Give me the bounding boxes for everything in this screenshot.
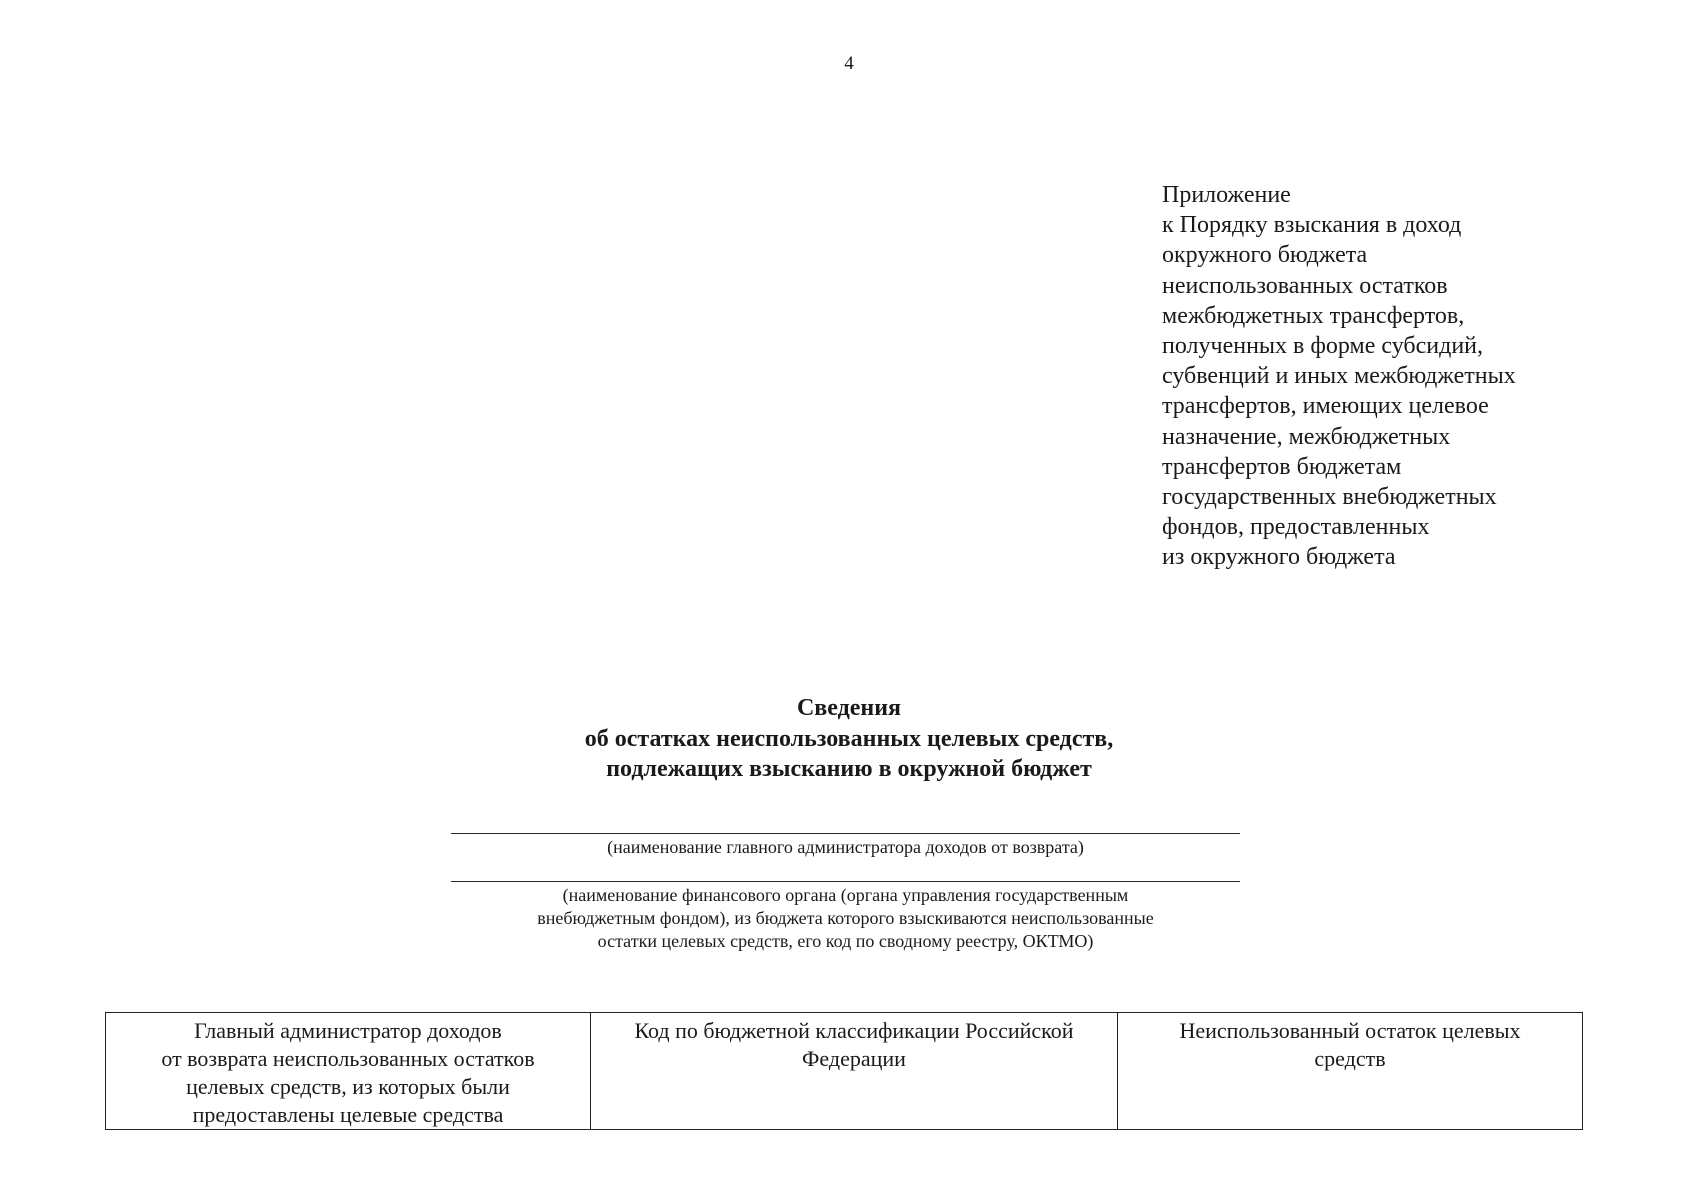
- administrator-field-line: [451, 833, 1240, 834]
- document-title: [0, 693, 1698, 785]
- appendix-line: межбюджетных трансфертов,: [1162, 302, 1465, 329]
- appendix-line: к Порядку взыскания в доход: [1162, 212, 1462, 239]
- appendix-line: фондов, предоставленных: [1162, 514, 1430, 541]
- appendix-line: субвенций и иных межбюджетных: [1162, 363, 1516, 390]
- remains-table: [105, 1012, 1583, 1130]
- finance-body-field-caption: [451, 884, 1240, 953]
- appendix-line: из окружного бюджета: [1162, 544, 1396, 571]
- caption-line: (наименование главного администратора доходов от возврата): [607, 837, 1084, 857]
- document-title-line: подлежащих взысканию в окружной бюджет: [606, 756, 1092, 782]
- caption-line: внебюджетным фондом), из бюджета которого взыскиваются неиспользованные: [537, 908, 1154, 928]
- appendix-line: окружного бюджета: [1162, 242, 1368, 269]
- administrator-field-caption: [451, 836, 1240, 859]
- appendix-line: трансфертов бюджетам: [1162, 453, 1402, 480]
- appendix-title: Приложение: [1162, 182, 1291, 208]
- caption-line: остатки целевых средств, его код по сводному реестру, ОКТМО): [597, 931, 1094, 951]
- document-title-line: об остатках неиспользованных целевых средств,: [584, 725, 1114, 752]
- header-administrator: [106, 1013, 591, 1130]
- appendix-line: трансфертов, имеющих целевое: [1162, 393, 1489, 420]
- header-line: Федерации: [802, 1046, 906, 1071]
- caption-line: (наименование финансового органа (органа управления государственным: [562, 885, 1129, 905]
- appendix-line: государственных внебюджетных: [1162, 484, 1497, 511]
- appendix-line: назначение, межбюджетных: [1162, 423, 1451, 450]
- appendix-line: неиспользованных остатков: [1162, 272, 1448, 299]
- table-header-row: [106, 1013, 1583, 1130]
- header-unused-remainder: [1118, 1013, 1583, 1130]
- appendix-block: [1162, 180, 1602, 573]
- document-title-line: Сведения: [796, 695, 902, 721]
- header-line: Главный администратор доходов: [194, 1018, 502, 1043]
- header-line: предоставлены целевые средства: [192, 1102, 504, 1127]
- finance-body-field-line: [451, 881, 1240, 882]
- appendix-line: полученных в форме субсидий,: [1162, 333, 1484, 360]
- header-line: целевых средств, из которых были: [186, 1074, 510, 1099]
- header-line: средств: [1314, 1046, 1386, 1071]
- header-line: Неиспользованный остаток целевых: [1179, 1018, 1521, 1043]
- header-line: Код по бюджетной классификации Российской: [634, 1018, 1074, 1043]
- header-line: от возврата неиспользованных остатков: [161, 1046, 535, 1071]
- page-number: 4: [844, 53, 854, 74]
- header-budget-code: [591, 1013, 1118, 1130]
